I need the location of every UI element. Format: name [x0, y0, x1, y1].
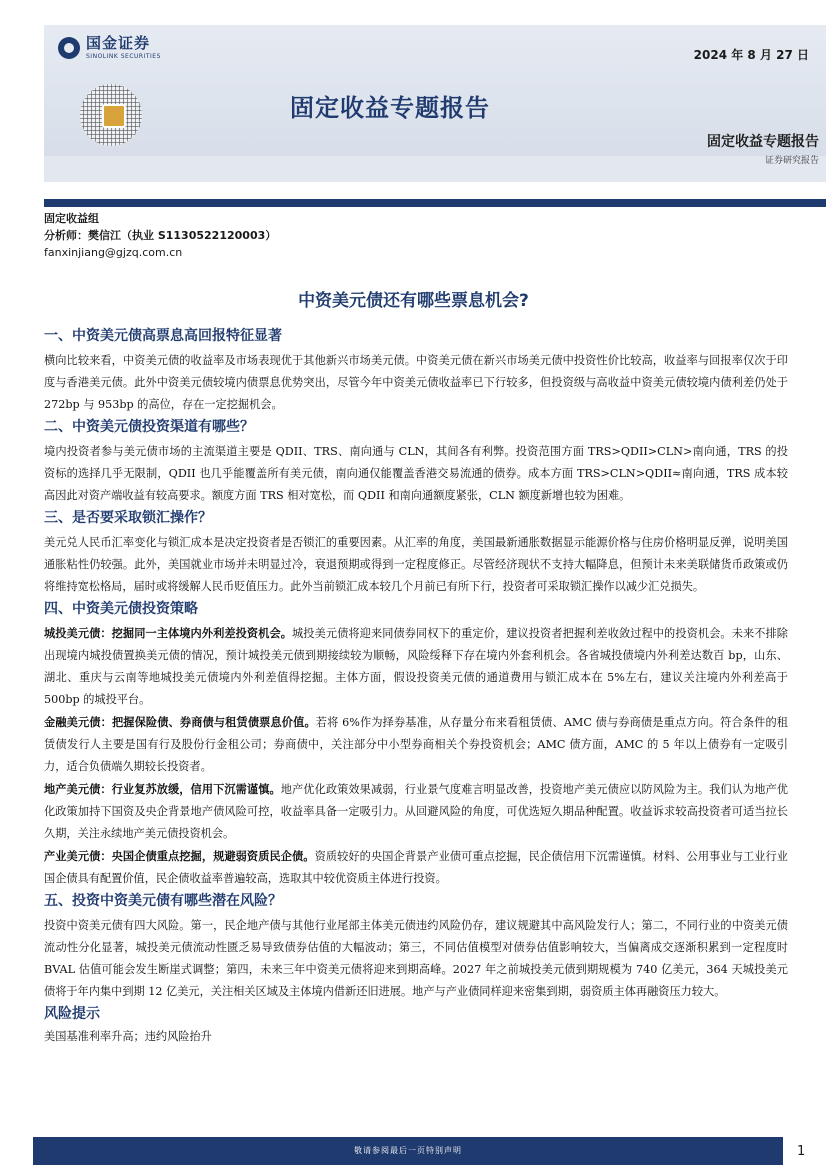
- paragraph: [44, 846, 788, 890]
- paragraph-text: 横向比较来看，中资美元债的收益率及市场表现优于其他新兴市场美元债。中资美元债在新兴市场美元债中投资性价比较高，收益率与回报率仅次于印度与香港美元债。此外中资美元债较境内债票息优势突出，尽管今年中资美元债收益率已下行较多，但投资级与高收益中资美元债较境内债利差仍处于 272bp 与 953bp 的高位，存在一定挖掘机会。: [44, 354, 788, 411]
- report-title: 中资美元债还有哪些票息机会?: [298, 291, 529, 311]
- section-2: [44, 417, 788, 507]
- paragraph: [44, 712, 788, 778]
- research-group: 固定收益组: [44, 212, 99, 225]
- logo-mark-icon: [58, 37, 80, 59]
- paragraph: [44, 779, 788, 845]
- risk-text: 美国基准利率升高；违约风险抬升: [44, 1030, 212, 1043]
- company-logo: [58, 36, 161, 60]
- report-type-title: 固定收益专题报告: [290, 94, 490, 122]
- section-heading: 五、投资中资美元债有哪些潜在风险？: [44, 893, 282, 909]
- paragraph-lead: 地产美元债：行业复苏放缓，信用下沉需谨慎。: [44, 783, 281, 796]
- section-heading: 二、中资美元债投资渠道有哪些？: [44, 419, 254, 435]
- paragraph-text: 若将 6%作为择券基准，从存量分布来看租赁债、AMC 债与券商债是重点方向。符合条件的租赁债发行人主要是国有行及股份行金租公司；券商债中，关注部分中小型券商相关个券投资机会；AMC 债方面，AMC 的 5 年以上债券有一定吸引力，适合负债端久期较长投资者。: [44, 716, 788, 773]
- paragraph: [44, 441, 788, 507]
- section-heading: 三、是否要采取锁汇操作？: [44, 510, 212, 526]
- paragraph-text: 资质较好的央国企背景产业债可重点挖掘，民企债信用下沉需谨慎。材料、公用事业与工业行业国企债具有配置价值，民企债收益率普遍较高，选取其中较优资质主体进行投资。: [44, 850, 788, 885]
- logo-name-cn: 国金证券: [86, 34, 151, 52]
- paragraph-lead: 城投美元债：挖掘同一主体境内外利差投资机会。: [44, 627, 293, 640]
- section-3: [44, 508, 788, 598]
- header-bottom-bar: [44, 199, 826, 207]
- report-body: [44, 326, 788, 1049]
- section-heading: 一、中资美元债高票息高回报特征显著: [44, 328, 282, 344]
- paragraph-text: 美元兑人民币汇率变化与锁汇成本是决定投资者是否锁汇的重要因素。从汇率的角度，美国最新通胀数据显示能源价格与住房价格明显反弹，说明美国通胀粘性仍较强。此外，美国就业市场并未明显过冷，衰退预期或得到一定程度修正。尽管经济现状不支持大幅降息，但预计未来美联储货币政策或仍将维持宽松格局，届时或将缓解人民币贬值压力。此外当前锁汇成本较几个月前已有所下行，投资者可采取锁汇操作以减少汇兑损失。: [44, 536, 788, 593]
- analyst-name: 分析师：樊信江（执业 S1130522120003）: [44, 229, 277, 242]
- analyst-email[interactable]: fanxinjiang@gjzq.com.cn: [44, 246, 183, 259]
- paragraph-text: 地产优化政策效果减弱，行业景气度难言明显改善，投资地产美元债应以防风险为主。我们认为地产优化政策加持下国资及央企背景地产债风险可控，收益率具备一定吸引力。从回避风险的角度，可优选短久期品种配置。收益诉求较高投资者可适当拉长久期，关注永续地产美元债投资机会。: [44, 783, 788, 840]
- footer-bar: [33, 1137, 783, 1165]
- section-4: [44, 599, 788, 890]
- footer-disclaimer[interactable]: 敬请参阅最后一页特别声明: [354, 1146, 462, 1155]
- paragraph: [44, 532, 788, 598]
- risk-heading: 风险提示: [44, 1006, 100, 1022]
- qr-center-logo-icon: [102, 104, 126, 128]
- page-number: 1: [797, 1144, 806, 1159]
- paragraph: [44, 623, 788, 711]
- paragraph-text: 投资中资美元债有四大风险。第一，民企地产债与其他行业尾部主体美元债违约风险仍存，建议规避其中高风险发行人；第二，不同行业的中资美元债流动性分化显著，城投美元债流动性匮乏易导致债券估值的大幅波动；第三，不同估值模型对债券估值影响较大，当偏离成交逐渐积累到一定程度时 BVAL 估值可能会发生断崖式调整；第四，未来三年中资美元债将迎来到期高峰。2027 年之前城投美元债到期规模为 740 亿美元，364 天城投美元债将于年内集中到期 12 亿美元，关注相关区域及主体境内借新还旧进展。地产与产业债同样迎来密集到期，弱资质主体再融资压力较大。: [44, 919, 788, 998]
- report-date: 2024 年 8 月 27 日: [693, 48, 809, 62]
- logo-name-en: SINOLINK SECURITIES: [86, 53, 161, 60]
- paragraph-text: 境内投资者参与美元债市场的主流渠道主要是 QDII、TRS、南向通与 CLN，其间各有利弊。投资范围方面 TRS>QDII>CLN>南向通，TRS 的投资标的选择几乎无限制，QDII 也几乎能覆盖所有美元债，南向通仅能覆盖香港交易流通的债券。成本方面 TRS>CLN>QDII≈南向通，TRS 成本较高因此对资产端收益有较高要求。额度方面 TRS 相对宽松，而 QDII 和南向通额度紧张，CLN 额度新增也较为困难。: [44, 445, 788, 502]
- section-5: [44, 891, 788, 1003]
- paragraph-text: 城投美元债将迎来同债券同权下的重定价，建议投资者把握利差收敛过程中的投资机会。未来不排除出现境内城投债置换美元债的情况，预计城投美元债到期接续较为顺畅，风险绥释下存在境内外套利机会。各省城投债境内外利差达数百 bp，山东、湖北、重庆与云南等地城投美元债境内外利差值得挖掘。主体方面，假设投资美元债的通道费用与锁汇成本在 5%左右，建议关注境内外利差高于 500bp 的城投平台。: [44, 627, 788, 706]
- paragraph-lead: 金融美元债：把握保险债、券商债与租赁债票息价值。: [44, 716, 316, 729]
- author-block: [44, 210, 276, 261]
- paragraph: [44, 915, 788, 1003]
- risk-section: [44, 1004, 788, 1048]
- department-label: 证券研究报告: [764, 156, 819, 166]
- section-1: [44, 326, 788, 416]
- section-heading: 四、中资美元债投资策略: [44, 601, 198, 617]
- report-type-label: 固定收益专题报告: [707, 134, 819, 150]
- paragraph: [44, 350, 788, 416]
- paragraph-lead: 产业美元债：央国企债重点挖掘，规避弱资质民企债。: [44, 850, 315, 863]
